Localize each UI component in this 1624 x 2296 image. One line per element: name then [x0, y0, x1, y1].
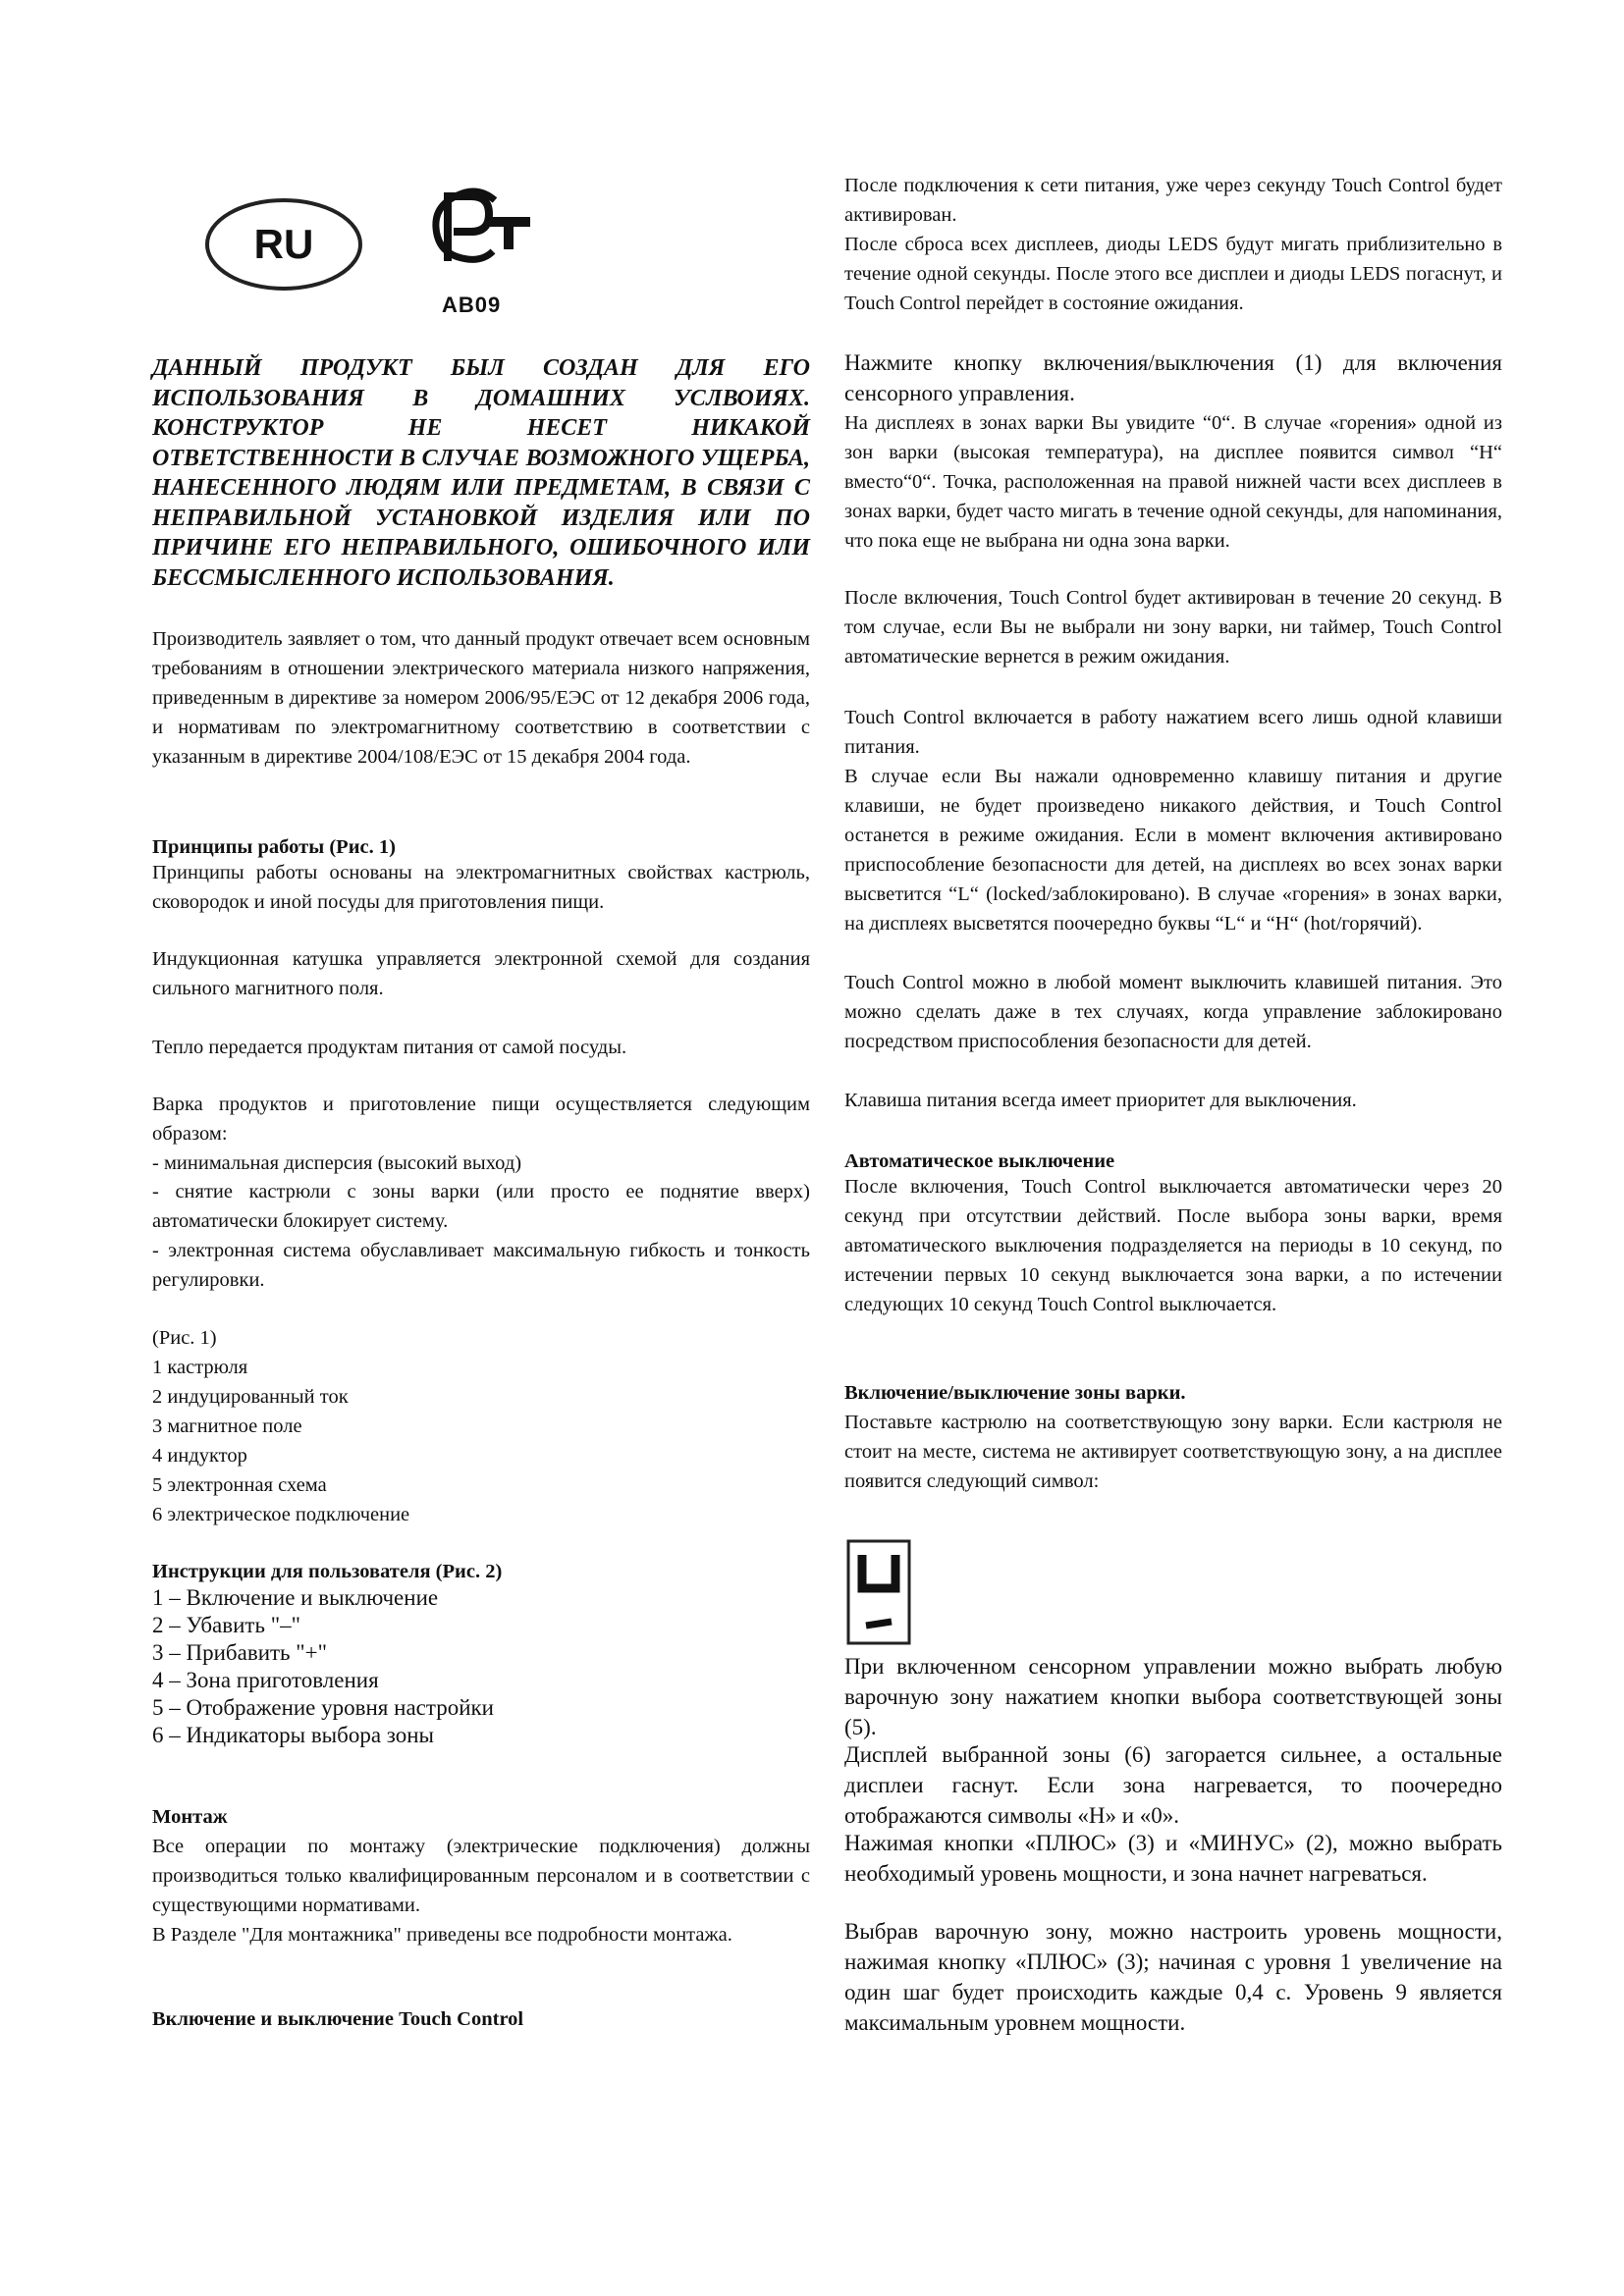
touch-control-heading: Включение и выключение Touch Control — [152, 2008, 524, 2030]
certification-code: AB09 — [442, 293, 502, 317]
power-buttons-paragraph: Нажимая кнопки «ПЛЮС» (3) и «МИНУС» (2), можно выбрать необходимый уровень мощности, и зона начнет нагреваться. — [844, 1831, 1502, 1886]
right-paragraph-9: Клавиша питания всегда имеет приоритет для выключения. — [844, 1090, 1357, 1111]
warning-notice: ДАННЫЙ ПРОДУКТ БЫЛ СОЗДАН ДЛЯ ЕГО ИСПОЛЬЗОВАНИЯ В ДОМАШНИХ УСЛВОИЯХ. КОНСТРУКТОР НЕ НЕСЕТ НИКАКОЙ ОТВЕТСТВЕННОСТИ В СЛУЧАЕ ВОЗМОЖНОГО УЩЕРБА, НАНЕСЕННОГО ЛЮДЯМ ИЛИ ПРЕДМЕТАМ, В СВЯЗИ С НЕПРАВИЛЬНОЙ УСТАНОВКОЙ ИЗДЕЛИЯ ИЛИ ПО ПРИЧИНЕ ЕГО НЕПРАВИЛЬНОГО, ОШИБОЧНОГО ИЛИ БЕССМЫСЛЕННОГО ИСПОЛЬЗОВАНИЯ. — [152, 355, 810, 591]
right-paragraph-4: На дисплеях в зонах варки Вы увидите “0“. В случае «горения» одной из зон варки (высокая температура), на дисплее появится символ “H“ вместо“0“. Точка, расположенная на правой нижней части всех дисплеев в зонах варки, будет часто мигать в течение одной секунды, для напоминания, что пока еще не выбрана ни одна зона варки. — [844, 412, 1502, 552]
list-item: 5 – Отображение уровня настройки — [152, 1695, 494, 1720]
principles-paragraph-2: Индукционная катушка управляется электронной схемой для создания сильного магнитного поля. — [152, 948, 810, 999]
list-item: 1 кастрюля — [152, 1357, 248, 1378]
right-paragraph-1: После подключения к сети питания, уже через секунду Touch Control будет активирован. — [844, 175, 1502, 226]
mounting-paragraph-2: В Разделе "Для монтажника" приведены все подробности монтажа. — [152, 1924, 732, 1946]
ru-certification-logo — [204, 196, 363, 293]
zone-select-paragraph: При включенном сенсорном управлении можно выбрать любую варочную зону нажатием кнопки выбора соответствующей зоны (5). — [844, 1654, 1502, 1739]
list-item: 3 магнитное поле — [152, 1415, 302, 1437]
list-item: 6 электрическое подключение — [152, 1504, 410, 1525]
right-paragraph-2: После сброса всех дисплеев, диоды LEDS будут мигать приблизительно в течение одной секунды. После этого все дисплеи и диоды LEDS погаснут, и Touch Control перейдет в состояние ожидания. — [844, 234, 1502, 314]
principles-bullet-2: - снятие кастрюли с зоны варки (или просто ее поднятие вверх) автоматически блокирует систему. — [152, 1181, 810, 1232]
list-item: 4 индуктор — [152, 1445, 247, 1467]
manufacturer-declaration: Производитель заявляет о том, что данный продукт отвечает всем основным требованиям в отношении электрического материала низкого напряжения, приведенным в директиве за номером 2006/95/ЕЭС от 12 декабря 2006 года, и нормативам по электромагнитному соответствию в соответствии с указанным в директиве 2004/108/ЕЭС от 15 декабря 2004 года. — [152, 628, 810, 768]
list-item: 6 – Индикаторы выбора зоны — [152, 1723, 435, 1747]
fig1-legend — [152, 1353, 810, 1529]
principles-paragraph-3: Тепло передается продуктам питания от самой посуды. — [152, 1037, 627, 1058]
no-pan-display-icon — [846, 1539, 911, 1645]
pct-certification-logo — [424, 183, 534, 267]
mounting-paragraph-1: Все операции по монтажу (электрические подключения) должны производиться только квалифицированным персоналом и в соответствии с существующими нормативами. — [152, 1836, 810, 1916]
principles-bullet-1: - минимальная дисперсия (высокий выход) — [152, 1152, 522, 1174]
mounting-heading: Монтаж — [152, 1806, 228, 1828]
principles-paragraph-4: Варка продуктов и приготовление пищи осуществляется следующим образом: — [152, 1094, 810, 1145]
list-item: 2 индуцированный ток — [152, 1386, 349, 1408]
zone-text: Поставьте кастрюлю на соответствующую зону варки. Если кастрюля не стоит на месте, система не активирует соответствующую зону, а на дисплее появится следующий символ: — [844, 1412, 1502, 1492]
list-item: 2 – Убавить "–" — [152, 1613, 300, 1637]
ru-logo-text: RU — [253, 221, 314, 267]
principles-paragraph-1: Принципы работы основаны на электромагнитных свойствах кастрюль, сковородок и иной посуды для приготовления пищи. — [152, 862, 810, 913]
principles-heading: Принципы работы (Рис. 1) — [152, 836, 396, 858]
list-item: 5 электронная схема — [152, 1474, 327, 1496]
list-item: 3 – Прибавить "+" — [152, 1640, 328, 1665]
auto-off-text: После включения, Touch Control выключается автоматически через 20 секунд при отсутствии действий. После выбора зоны варки, время автоматического выключения подразделяется на периоды в 10 секунд, по истечении первых 10 секунд выключается зона варки, а по истечении следующих 10 секунд Touch Control выключается. — [844, 1176, 1502, 1315]
right-paragraph-7: В случае если Вы нажали одновременно клавишу питания и другие клавиши, не будет произведено никакого действия, и Touch Control останется в режиме ожидания. Если в момент включения активировано приспособление безопасности для детей, на дисплеях во всех зонах варки высветится “L“ (locked/заблокировано). В случае «горения» в зонах варки, на дисплеях высветятся поочередно буквы “L“ и “H“ (hot/горячий). — [844, 766, 1502, 934]
power-level-paragraph: Выбрав варочную зону, можно настроить уровень мощности, нажимая кнопку «ПЛЮС» (3); начиная с уровня 1 увеличение на один шаг будет происходить каждые 0,4 с. Уровень 9 является максимальным уровнем мощности. — [844, 1919, 1502, 2035]
right-paragraph-3: Нажмите кнопку включения/выключения (1) для включения сенсорного управления. — [844, 350, 1502, 405]
principles-bullet-3: - электронная система обуславливает максимальную гибкость и тонкость регулировки. — [152, 1240, 810, 1291]
right-paragraph-5: После включения, Touch Control будет активирован в течение 20 секунд. В том случае, если Вы не выбрали ни зону варки, ни таймер, Touch Control автоматические вернется в режим ожидания. — [844, 587, 1502, 667]
instructions-heading: Инструкции для пользователя (Рис. 2) — [152, 1561, 503, 1582]
fig1-title: (Рис. 1) — [152, 1327, 217, 1349]
zone-heading: Включение/выключение зоны варки. — [844, 1382, 1186, 1404]
right-paragraph-8: Touch Control можно в любой момент выключить клавишей питания. Это можно сделать даже в тех случаях, когда управление заблокировано посредством приспособления безопасности для детей. — [844, 972, 1502, 1052]
zone-display-paragraph: Дисплей выбранной зоны (6) загорается сильнее, а остальные дисплеи гаснут. Если зона нагревается, то поочередно отображаются символы «H» и «0». — [844, 1742, 1502, 1828]
right-paragraph-6: Touch Control включается в работу нажатием всего лишь одной клавиши питания. — [844, 707, 1502, 758]
auto-off-heading: Автоматическое выключение — [844, 1150, 1115, 1172]
list-item: 4 – Зона приготовления — [152, 1668, 379, 1692]
list-item: 1 – Включение и выключение — [152, 1585, 439, 1610]
instructions-legend — [152, 1584, 810, 1749]
